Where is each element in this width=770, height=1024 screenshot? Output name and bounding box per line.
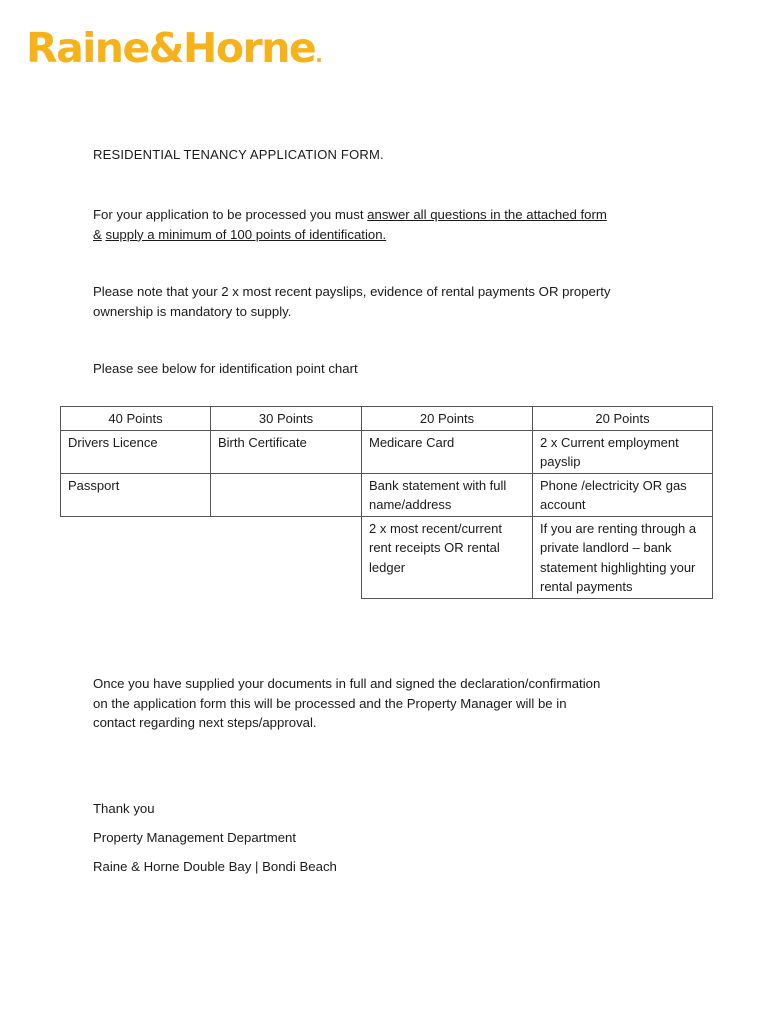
- identification-points-table: [60, 406, 713, 599]
- header-40-points: 40 Points: [61, 407, 211, 431]
- table-row: [61, 430, 713, 473]
- logo-text: Raine&Horne: [26, 24, 316, 72]
- ampersand: &: [93, 226, 102, 242]
- table-header-row: [61, 407, 713, 431]
- table-cell: If you are renting through a private landlord – bank statement highlighting your rental payments: [533, 516, 713, 598]
- table-cell: Drivers Licence: [61, 430, 211, 473]
- intro-paragraph: [93, 205, 607, 244]
- header-20-points-2: 20 Points: [533, 407, 713, 431]
- minimum-points-link[interactable]: supply a minimum of 100 points of identification.: [105, 226, 387, 242]
- table-cell: 2 x Current employment payslip: [533, 430, 713, 473]
- table-cell-empty: [211, 516, 362, 598]
- logo-dot: .: [315, 43, 323, 67]
- table-cell: Birth Certificate: [211, 430, 362, 473]
- table-cell: [211, 473, 362, 516]
- table-cell: Medicare Card: [362, 430, 533, 473]
- intro-prefix: For your application to be processed you must: [93, 207, 368, 222]
- table-row: [61, 516, 713, 598]
- table-row: [61, 473, 713, 516]
- table-cell: Phone /electricity OR gas account: [533, 473, 713, 516]
- form-title: RESIDENTIAL TENANCY APPLICATION FORM.: [93, 147, 384, 162]
- department-name: Property Management Department: [93, 830, 297, 845]
- raine-horne-logo: [26, 24, 323, 72]
- table-cell: 2 x most recent/current rent receipts OR rental ledger: [362, 516, 533, 598]
- mandatory-note: Please note that your 2 x most recent payslips, evidence of rental payments OR property ownership is mandatory to supply.: [93, 284, 611, 319]
- table-cell: Passport: [61, 473, 211, 516]
- answer-questions-link[interactable]: answer all questions in the attached form: [367, 207, 607, 222]
- table-cell: Bank statement with full name/address: [362, 473, 533, 516]
- chart-intro: Please see below for identification point chart: [93, 361, 358, 376]
- thank-you: Thank you: [93, 801, 155, 816]
- office-name: Raine & Horne Double Bay | Bondi Beach: [93, 859, 337, 874]
- header-20-points: 20 Points: [362, 407, 533, 431]
- header-30-points: 30 Points: [211, 407, 362, 431]
- table-cell-empty: [61, 516, 211, 598]
- closing-paragraph: Once you have supplied your documents in full and signed the declaration/confirmation on the application form this will be processed and the Property Manager will be in contact regarding next steps/approval.: [93, 676, 601, 730]
